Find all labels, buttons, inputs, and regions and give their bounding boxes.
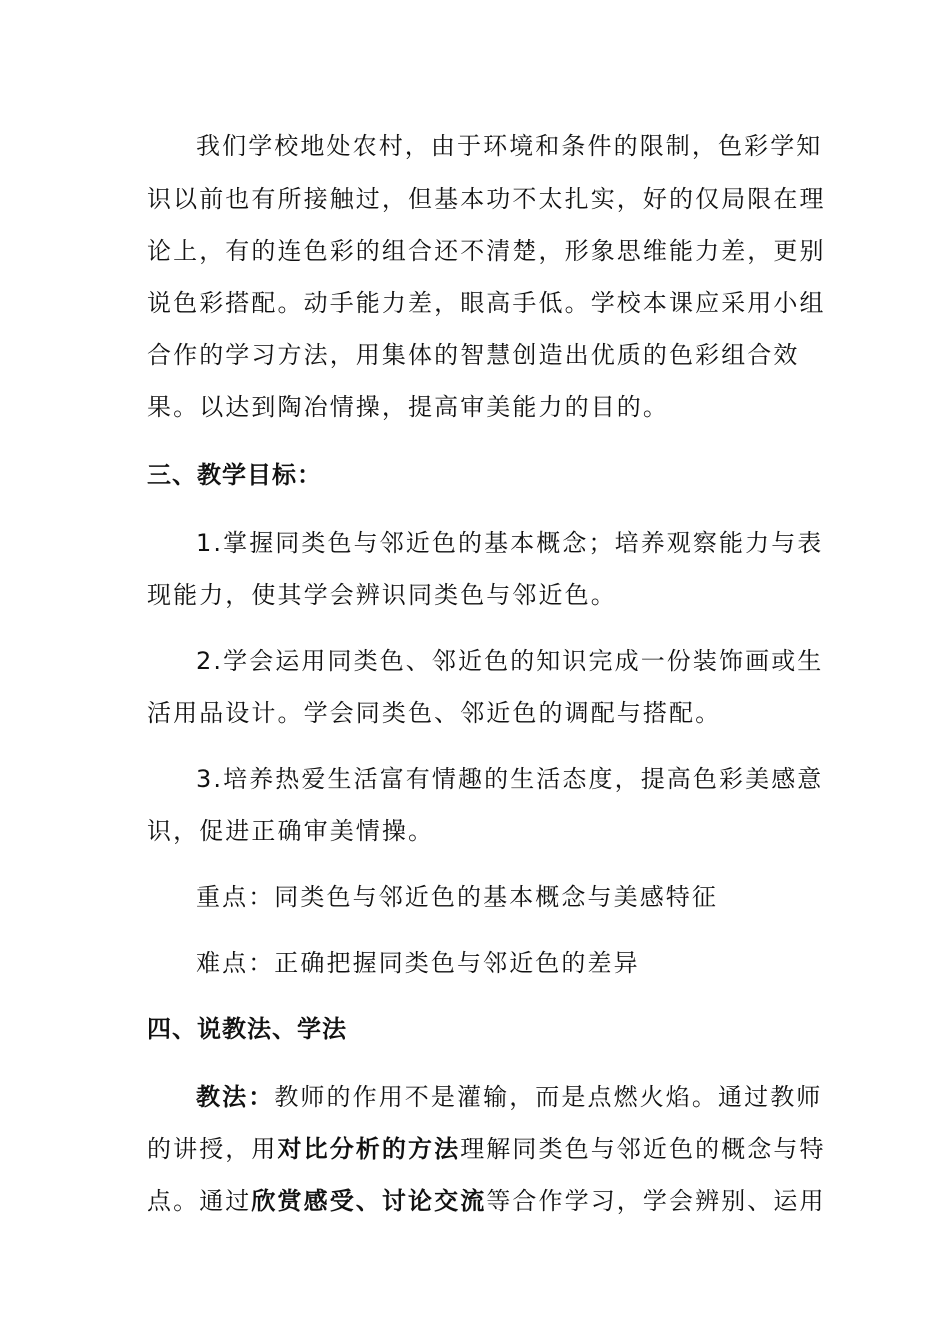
goal-1-line: 现能力，使其学会辨识同类色与邻近色。: [147, 581, 617, 609]
method-text: 点。通过: [147, 1187, 252, 1215]
method-label: 教法：: [196, 1083, 275, 1111]
section-heading-methods: 四、说教法、学法: [147, 1015, 347, 1043]
goal-3-line: 3.培养热爱生活富有情趣的生活态度，提高色彩美感意: [196, 765, 824, 793]
method-line-2: [147, 1134, 826, 1164]
method-emphasis: 对比分析的方法: [277, 1135, 461, 1163]
method-text: 等合作学习，学会辨别、运用: [486, 1187, 826, 1215]
goal-2-line: 活用品设计。学会同类色、邻近色的调配与搭配。: [147, 699, 722, 727]
paragraph-line: 论上，有的连色彩的组合还不清楚，形象思维能力差，更别: [147, 237, 826, 265]
method-emphasis: 欣赏感受、讨论交流: [251, 1187, 487, 1215]
goal-1-line: 1.掌握同类色与邻近色的基本概念；培养观察能力与表: [196, 529, 824, 557]
method-text: 理解同类色与邻近色的概念与特: [460, 1135, 826, 1163]
paragraph-line: 果。以达到陶冶情操，提高审美能力的目的。: [147, 393, 669, 421]
goal-3-line: 识，促进正确审美情操。: [147, 817, 435, 845]
section-heading-teaching-goals: 三、教学目标：: [147, 461, 322, 489]
method-text: 教师的作用不是灌输，而是点燃火焰。通过教师: [274, 1083, 823, 1111]
method-line-3: [147, 1186, 826, 1216]
paragraph-line: 合作的学习方法，用集体的智慧创造出优质的色彩组合效: [147, 341, 800, 369]
key-point: 重点：同类色与邻近色的基本概念与美感特征: [196, 883, 718, 911]
method-text: 的讲授，用: [147, 1135, 278, 1163]
goal-2-line: 2.学会运用同类色、邻近色的知识完成一份装饰画或生: [196, 647, 824, 675]
paragraph-line: 识以前也有所接触过，但基本功不太扎实，好的仅局限在理: [147, 185, 826, 213]
method-line-1: [196, 1082, 822, 1112]
difficulty-point: 难点：正确把握同类色与邻近色的差异: [196, 949, 640, 977]
paragraph-line: 说色彩搭配。动手能力差，眼高手低。学校本课应采用小组: [147, 289, 826, 317]
paragraph-line: 我们学校地处农村，由于环境和条件的限制，色彩学知: [196, 132, 823, 160]
